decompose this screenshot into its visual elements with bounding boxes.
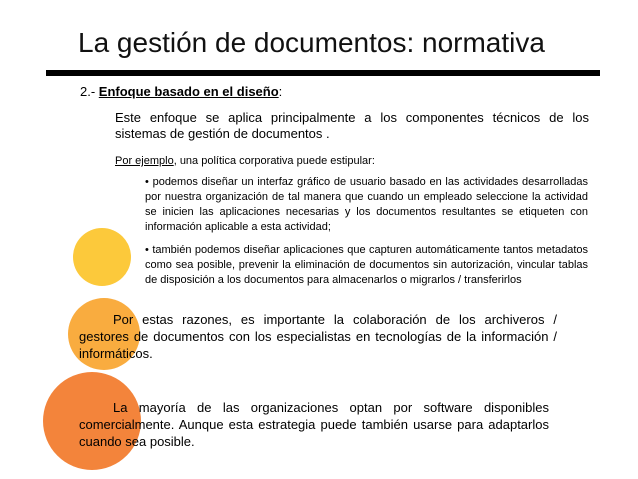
- paragraph-software: [79, 399, 549, 450]
- paragraph-software-text: La mayoría de las organizaciones optan por software disponibles comercialmente. Aunque esta estrategia puede también usarse para adaptarlos cuando sea posible.: [79, 400, 549, 449]
- section-heading-colon: :: [278, 84, 283, 99]
- decorative-circle-yellow: [73, 228, 131, 286]
- bullet-item-2: • también podemos diseñar aplicaciones que capturen automáticamente tantos metadatos como sea posible, prevenir la eliminación de documentos sin autorización, vincular tablas de disposición a los documentos para almacenarlos o migrarlos / transferirlos: [145, 244, 588, 286]
- bullet-item-1: • podemos diseñar un interfaz gráfico de usuario basado en las actividades desarrolladas por nuestra organización de tal manera que cuando un empleado seleccione la actividad se inicien las aplicaciones necesarias y los documentos resultantes se etiqueten con información aplicable a esta actividad;: [145, 176, 588, 233]
- section-heading: [80, 84, 282, 100]
- paragraph-collaboration-text: Por estas razones, es importante la colaboración de los archiveros / gestores de documentos con los especialistas en tecnologías de la información / informáticos.: [79, 312, 557, 361]
- example-text: , una política corporativa puede estipular:: [173, 155, 375, 167]
- example-line: [115, 154, 375, 168]
- title-divider: [46, 70, 600, 76]
- paragraph-collaboration: [79, 311, 557, 362]
- intro-paragraph: Este enfoque se aplica principalmente a los componentes técnicos de los sistemas de gestión de documentos .: [115, 110, 589, 141]
- section-number: 2.-: [80, 84, 99, 99]
- example-label: Por ejemplo: [115, 155, 174, 167]
- section-heading-title: Enfoque basado en el diseño: [98, 84, 279, 99]
- slide-title: La gestión de documentos: normativa: [78, 27, 545, 58]
